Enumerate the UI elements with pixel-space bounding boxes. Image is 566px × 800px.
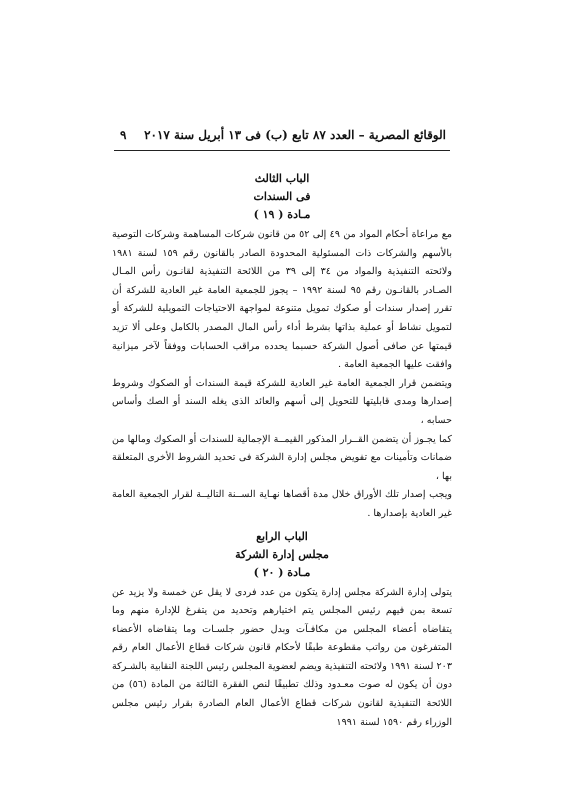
document-body bbox=[112, 170, 452, 732]
paragraph: ويتضمن قرار الجمعية العامة غير العادية للشركة قيمة السندات أو الصكوك وشروط إصدارها ومدى قابليتها للتحويل إلى أسهم والعائد الذى يغله السند أو الصك وأساس حسابه ، bbox=[112, 377, 452, 426]
section-board bbox=[112, 528, 452, 733]
article-text bbox=[112, 226, 452, 524]
chapter-subheading: مجلس إدارة الشركة bbox=[235, 547, 329, 561]
paragraph: يتولى إدارة الشركة مجلس إدارة يتكون من عدد فردى لا يقل عن خمسة ولا يزيد عن تسعة بمن فيهم رئيس المجلس يتم اختيارهم وتحديد من يتفرغ للإدارة منهم وما يتقاضاه أعضاء المجلس من مكافـآت وبدل حضور جلسـات وما يتقاضاه الأعضاء المتفرغون من رواتب مقطوعة طبقًا لأحكام قانون شركات قطاع الأعمال العام رقم ٢٠٣ لسنة ١٩٩١ ولائحته التنفيذية ويضم لعضوية المجلس رئيس اللجنة النقابية بالشـركة دون أن يكون له صوت معـدود وذلك تطبيقًا لنص الفقرة الثالثة من المادة (٥٦) من اللائحة التنفيذية لقانون شركات قطاع الأعمال العام الصادرة بقرار رئيس مجلس الوزراء رقم ١٥٩٠ لسنة ١٩٩١ bbox=[112, 586, 452, 728]
article-number: مـادة ( ٢٠ ) bbox=[253, 565, 311, 579]
page-header bbox=[120, 128, 446, 150]
gazette-header-title: الوقائع المصرية – العدد ٨٧ تابع (ب) فى ١٣ أبريل سنة ٢٠١٧ bbox=[144, 128, 446, 142]
section-bonds bbox=[112, 170, 452, 524]
article-number: مـادة ( ١٩ ) bbox=[253, 208, 311, 221]
page-number: ٩ bbox=[120, 128, 127, 142]
header-divider bbox=[114, 150, 450, 151]
chapter-subheading: فى السندات bbox=[253, 190, 311, 203]
paragraph: ويجب إصدار تلك الأوراق خلال مدة أقصاها نهـاية الســنة التاليــة لقرار الجمعية العامة غير العادية بإصدارها . bbox=[112, 489, 452, 519]
chapter-heading: الباب الثالث bbox=[254, 172, 310, 185]
paragraph: كما يجـوز أن يتضمن القــرار المذكور القيمــة الإجمالية للسندات أو الصكوك ومالها من ضمانات وتأمينات مع تفويض مجلس إدارة الشركة فى تحديد الشروط الأخرى المتعلقة بها ، bbox=[112, 433, 452, 482]
article-text bbox=[112, 584, 452, 733]
paragraph: مع مراعاة أحكام المواد من ٤٩ إلى ٥٢ من قانون شركات المساهمة وشركات التوصية بالأسهم والشركات ذات المسئولية المحدودة الصادر بالقانون رقم ١٥٩ لسنة ١٩٨١ ولائحته التنفيذية والمواد من ٣٤ إلى ٣٩ من اللائحة التنفيذية لقانـون رأس المـال الصـادر بالقانـون رقم ٩٥ لسنة ١٩٩٢ – يجوز للجمعية العامة غير العادية للشركة أن تقرر إصدار سندات أو صكوك تمويل متنوعة لمواجهة الاحتياجات التمويلية للشركة أو لتمويل نشاط أو عملية بذاتها بشرط أداء رأس المال المصدر بالكامل وعلى ألا تزيد قيمتها عن صافى أصول الشركة حسبما يحدده مراقب الحسابات ووفقاً لآخر ميزانية وافقت عليها الجمعية العامة . bbox=[112, 229, 452, 371]
chapter-heading: الباب الرابع bbox=[256, 529, 308, 543]
